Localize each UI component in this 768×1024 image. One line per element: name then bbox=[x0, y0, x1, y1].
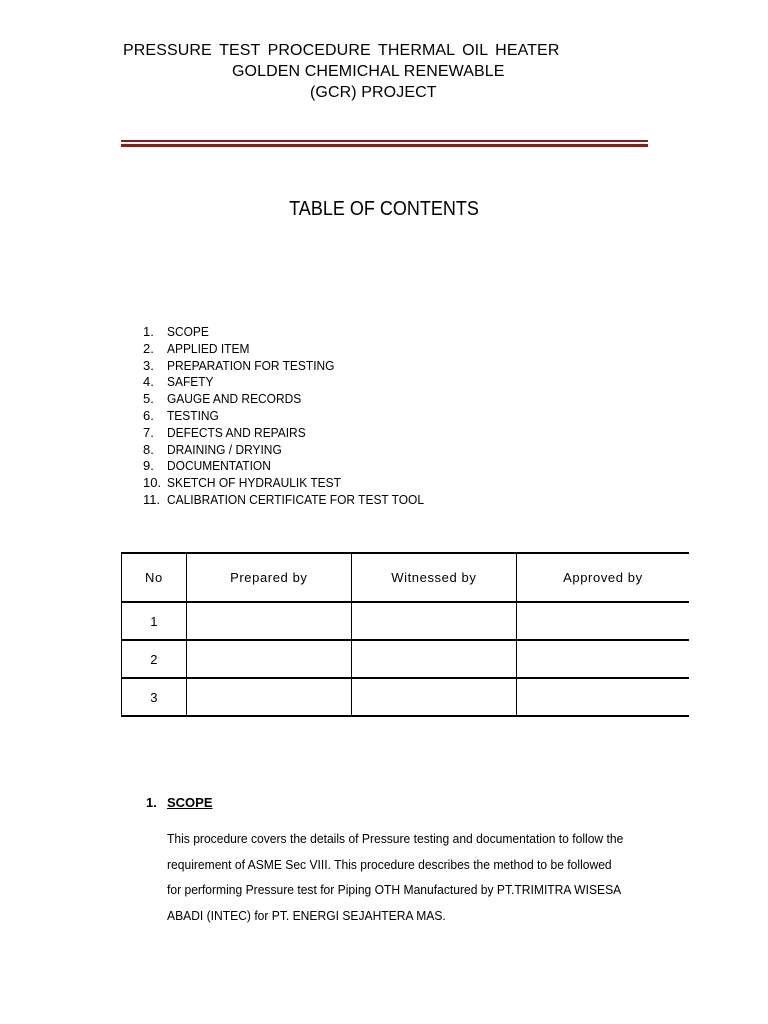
toc-item bbox=[143, 391, 446, 408]
toc-item bbox=[143, 374, 446, 391]
toc-item-number: 6. bbox=[143, 407, 154, 423]
toc-item-label: GAUGE AND RECORDS bbox=[167, 391, 302, 407]
toc-heading: TABLE OF CONTENTS bbox=[289, 198, 479, 220]
section-heading-scope bbox=[146, 795, 213, 810]
toc-item-label: SAFETY bbox=[167, 374, 214, 390]
toc-item-number: 9. bbox=[143, 458, 154, 474]
toc-item-number: 4. bbox=[143, 374, 154, 390]
table-cell-no: 2 bbox=[122, 640, 187, 678]
toc-item bbox=[143, 492, 446, 509]
toc-item-label: DEFECTS AND REPAIRS bbox=[167, 424, 306, 440]
toc-item-number: 11. bbox=[143, 491, 161, 507]
toc-item bbox=[143, 442, 446, 459]
toc-item-number: 3. bbox=[143, 357, 154, 373]
toc-item bbox=[143, 358, 446, 375]
toc-item bbox=[143, 341, 446, 358]
table-cell-prepared-by bbox=[186, 640, 351, 678]
paragraph-line: requirement of ASME Sec VIII. This procedure describes the method to be followed bbox=[167, 856, 612, 872]
section-title: SCOPE bbox=[167, 795, 213, 810]
toc-item-label: DRAINING / DRYING bbox=[167, 441, 282, 457]
paragraph-line: for performing Pressure test for Piping OTH Manufactured by PT.TRIMITRA WISESA bbox=[167, 882, 622, 898]
toc-item bbox=[143, 425, 446, 442]
toc-item-label: SCOPE bbox=[167, 324, 209, 339]
table-row bbox=[122, 640, 690, 678]
table-header-approved-by: Approved by bbox=[516, 553, 689, 602]
table-cell-approved-by bbox=[516, 640, 689, 678]
toc-item-label: DOCUMENTATION bbox=[167, 458, 271, 474]
section-number: 1. bbox=[146, 795, 157, 810]
toc-item-label: CALIBRATION CERTIFICATE FOR TEST TOOL bbox=[167, 491, 424, 507]
table-row bbox=[122, 602, 690, 640]
toc-item-number: 1. bbox=[143, 324, 154, 339]
toc-list bbox=[143, 324, 446, 509]
signature-table bbox=[121, 552, 689, 717]
table-cell-witnessed-by bbox=[351, 678, 516, 716]
table-header-row bbox=[122, 553, 690, 602]
header-divider-thick bbox=[121, 144, 648, 147]
toc-item-number: 5. bbox=[143, 391, 154, 407]
header-divider-thin bbox=[121, 140, 648, 142]
table-row bbox=[122, 678, 690, 716]
toc-item-number: 7. bbox=[143, 424, 154, 440]
toc-item-number: 8. bbox=[143, 441, 154, 457]
toc-item bbox=[143, 458, 446, 475]
table-header-no: No bbox=[122, 553, 187, 602]
table-cell-approved-by bbox=[516, 602, 689, 640]
document-title-line-2: GOLDEN CHEMICHAL RENEWABLE bbox=[232, 63, 505, 80]
table-cell-no: 1 bbox=[122, 602, 187, 640]
paragraph-line: This procedure covers the details of Pressure testing and documentation to follow the bbox=[167, 831, 624, 846]
toc-item-label: APPLIED ITEM bbox=[167, 340, 250, 356]
toc-item-label: PREPARATION FOR TESTING bbox=[167, 357, 335, 373]
table-cell-prepared-by bbox=[186, 602, 351, 640]
table-header-witnessed-by: Witnessed by bbox=[351, 553, 516, 602]
toc-item-label: SKETCH OF HYDRAULIK TEST bbox=[167, 475, 341, 491]
paragraph-line: ABADI (INTEC) for PT. ENERGI SEJAHTERA MAS. bbox=[167, 907, 446, 923]
toc-item-label: TESTING bbox=[167, 407, 219, 423]
toc-item-number: 10. bbox=[143, 475, 162, 491]
toc-item bbox=[143, 324, 446, 341]
toc-item bbox=[143, 408, 446, 425]
table-cell-witnessed-by bbox=[351, 640, 516, 678]
table-cell-witnessed-by bbox=[351, 602, 516, 640]
table-cell-approved-by bbox=[516, 678, 689, 716]
toc-item-number: 2. bbox=[143, 340, 154, 356]
table-cell-no: 3 bbox=[122, 678, 187, 716]
document-title-line-1: PRESSURE TEST PROCEDURE THERMAL OIL HEATER bbox=[123, 42, 560, 59]
document-title-line-3: (GCR) PROJECT bbox=[310, 84, 437, 101]
table-cell-prepared-by bbox=[186, 678, 351, 716]
toc-item bbox=[143, 475, 446, 492]
scope-paragraph bbox=[167, 829, 667, 931]
table-header-prepared-by: Prepared by bbox=[186, 553, 351, 602]
